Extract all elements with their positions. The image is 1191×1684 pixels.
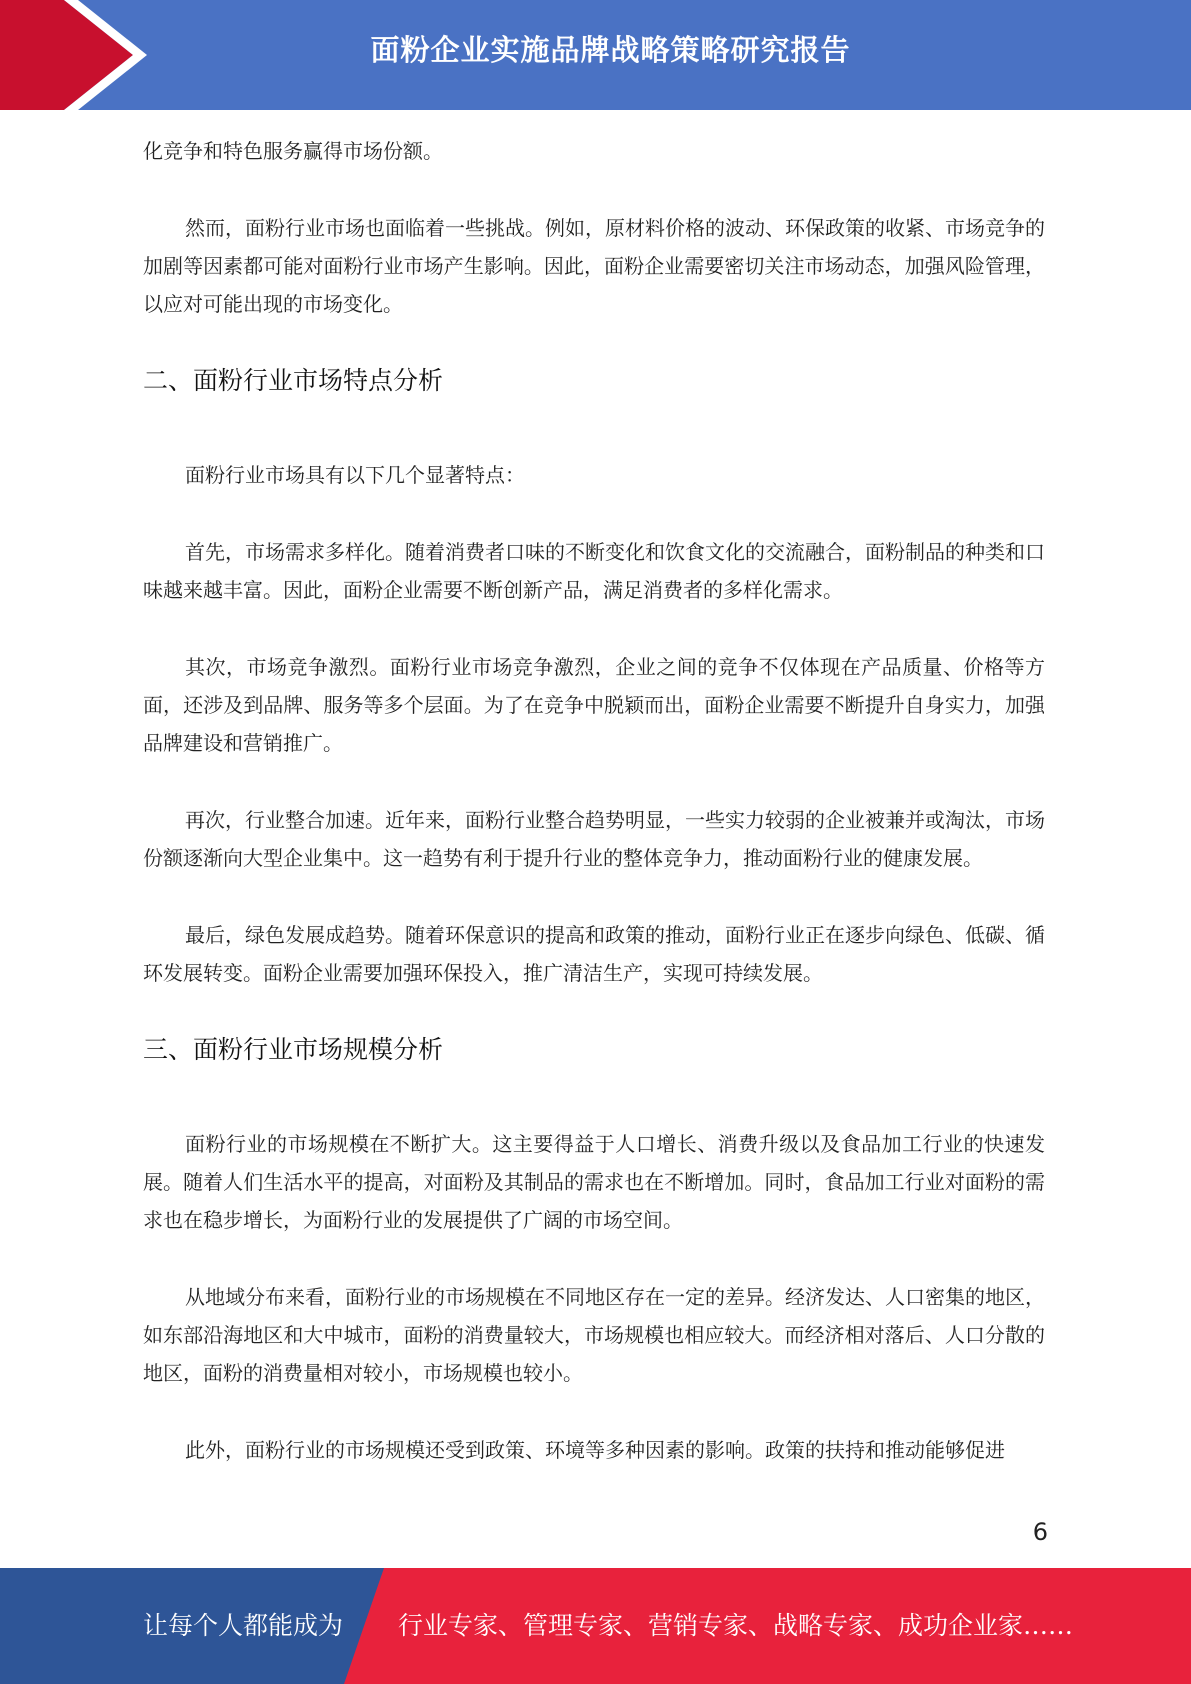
paragraph-feature-green: 最后，绿色发展成趋势。随着环保意识的提高和政策的推动，面粉行业正在逐步向绿色、低碳、循环发展转变。面粉企业需要加强环保投入，推广清洁生产，实现可持续发展。 — [143, 923, 1045, 985]
page-footer — [0, 1568, 1191, 1684]
paragraph-market-size-policy: 此外，面粉行业的市场规模还受到政策、环境等多种因素的影响。政策的扶持和推动能够促进 — [185, 1438, 1005, 1462]
footer-slogan-right: 行业专家、管理专家、营销专家、战略专家、成功企业家…… — [398, 1611, 1074, 1640]
section-heading-market-size: 三、面粉行业市场规模分析 — [143, 1035, 444, 1064]
paragraph-market-size-region: 从地域分布来看，面粉行业的市场规模在不同地区存在一定的差异。经济发达、人口密集的地区，如东部沿海地区和大中城市，面粉的消费量较大，市场规模也相应较大。而经济相对落后、人口分散的地区，面粉的消费量相对较小，市场规模也较小。 — [143, 1285, 1045, 1385]
paragraph-feature-diverse-demand: 首先，市场需求多样化。随着消费者口味的不断变化和饮食文化的交流融合，面粉制品的种类和口味越来越丰富。因此，面粉企业需要不断创新产品，满足消费者的多样化需求。 — [143, 540, 1045, 602]
footer-slogan-left: 让每个人都能成为 — [143, 1611, 344, 1640]
paragraph-challenges: 然而，面粉行业市场也面临着一些挑战。例如，原材料价格的波动、环保政策的收紧、市场竞争的加剧等因素都可能对面粉行业市场产生影响。因此，面粉企业需要密切关注市场动态，加强风险管理，以应对可能出现的市场变化。 — [143, 216, 1045, 316]
document-body — [143, 132, 1045, 1508]
paragraph-market-size-growth: 面粉行业的市场规模在不断扩大。这主要得益于人口增长、消费升级以及食品加工行业的快速发展。随着人们生活水平的提高，对面粉及其制品的需求也在不断增加。同时，食品加工行业对面粉的需求也在稳步增长，为面粉行业的发展提供了广阔的市场空间。 — [143, 1132, 1045, 1232]
paragraph-features-intro: 面粉行业市场具有以下几个显著特点： — [185, 463, 525, 487]
page-header — [0, 0, 1191, 110]
report-title: 面粉企业实施品牌战略策略研究报告 — [370, 33, 851, 67]
paragraph-continuation: 化竞争和特色服务赢得市场份额。 — [143, 139, 443, 163]
paragraph-feature-consolidation: 再次，行业整合加速。近年来，面粉行业整合趋势明显，一些实力较弱的企业被兼并或淘汰，市场份额逐渐向大型企业集中。这一趋势有利于提升行业的整体竞争力，推动面粉行业的健康发展。 — [143, 808, 1045, 870]
paragraph-feature-competition: 其次，市场竞争激烈。面粉行业市场竞争激烈，企业之间的竞争不仅体现在产品质量、价格等方面，还涉及到品牌、服务等多个层面。为了在竞争中脱颖而出，面粉企业需要不断提升自身实力，加强品牌建设和营销推广。 — [143, 655, 1045, 755]
section-heading-market-features: 二、面粉行业市场特点分析 — [143, 366, 444, 395]
page-number: 6 — [1032, 1518, 1048, 1546]
